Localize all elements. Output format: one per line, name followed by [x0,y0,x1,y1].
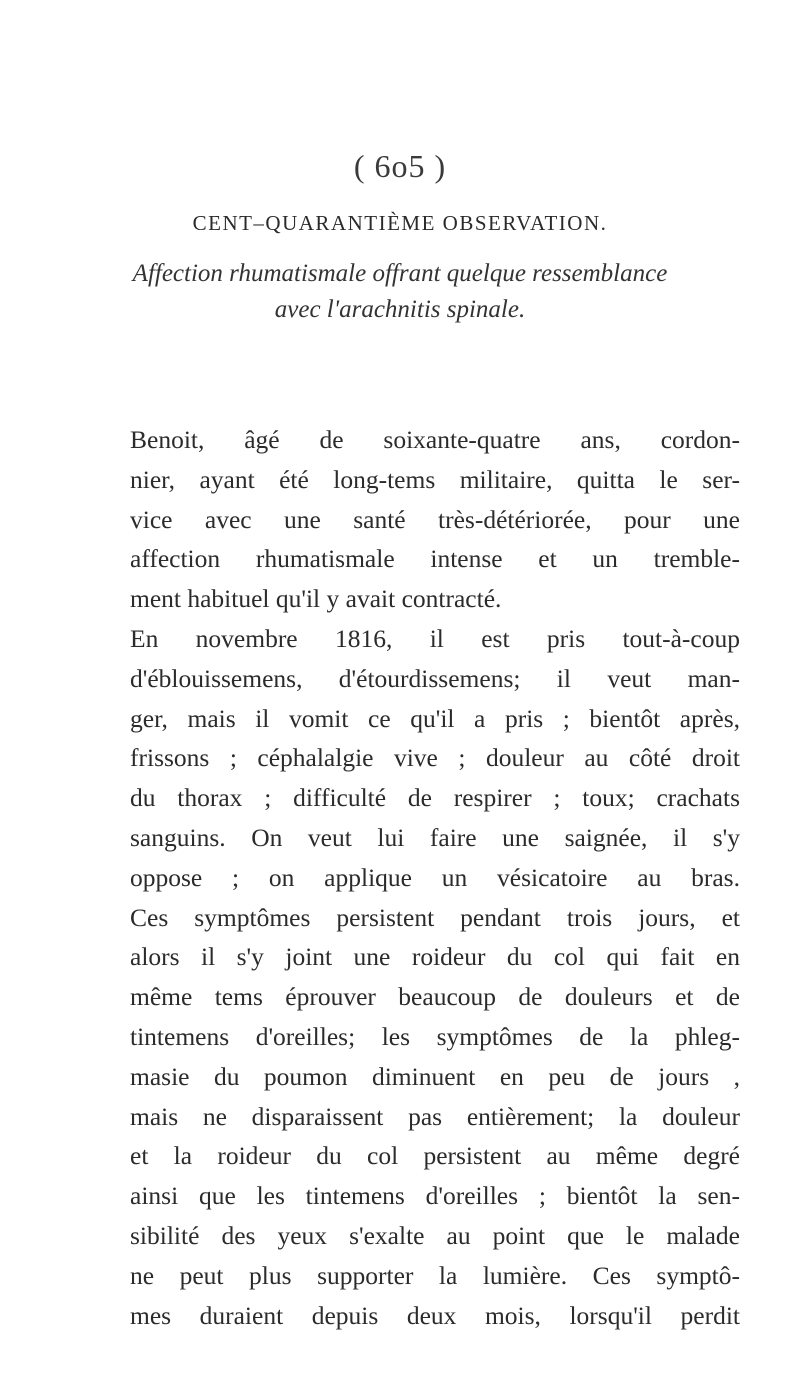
body-line: masie du poumon diminuent en peu de jours , [130,1061,740,1091]
body-line: sibilité des yeux s'exalte au point que le malade [130,1220,740,1250]
body-line: affection rhumatismale intense et un tremble- [130,544,740,574]
body-line: Ces symptômes persistent pendant trois jours, et [130,902,740,932]
body-line: vice avec une santé très-détériorée, pour une [130,504,740,534]
body-line: frissons ; céphalalgie vive ; douleur au côté droit [130,743,740,773]
body-line: ger, mais il vomit ce qu'il a pris ; bientôt après, [130,703,740,733]
body-line: mais ne disparaissent pas entièrement; la douleur [130,1101,740,1131]
body-line: Benoit, âgé de soixante-quatre ans, cordon- [130,425,740,454]
observation-subtitle [70,256,730,328]
body-line: du thorax ; difficulté de respirer ; toux; crachats [130,783,740,813]
body-line: tintemens d'oreilles; les symptômes de la phleg- [130,1021,740,1051]
body-line: sanguins. On veut lui faire une saignée, il s'y [130,822,740,852]
subtitle-line: avec l'arachnitis spinale. [274,296,526,323]
body-line: ment habituel qu'il y avait contracté. [130,584,502,614]
body-line: même tems éprouver beaucoup de douleurs et de [130,982,740,1012]
body-line: oppose ; on applique un vésicatoire au bras. [130,862,740,892]
body-line: ne peut plus supporter la lumière. Ces symptô- [130,1260,740,1290]
body-line: mes duraient depuis deux mois, lorsqu'il perdit [130,1300,740,1330]
observation-heading: CENT–QUARANTIÈME OBSERVATION. [192,211,608,235]
body-line: ainsi que les tintemens d'oreilles ; bientôt la sen- [130,1181,740,1211]
body-line: alors il s'y joint une roideur du col qui fait en [130,942,740,972]
body-line: et la roideur du col persistent au même degré [130,1141,740,1171]
subtitle-line: Affection rhumatismale offrant quelque ressemblance [132,260,668,287]
body-line: nier, ayant été long-tems militaire, quitta le ser- [130,464,740,494]
body-line: En novembre 1816, il est pris tout-à-coup [130,623,740,653]
page-number: ( 6o5 ) [353,148,447,184]
body-text [130,420,740,1335]
body-line: d'éblouissemens, d'étourdissemens; il veut man- [130,663,740,693]
